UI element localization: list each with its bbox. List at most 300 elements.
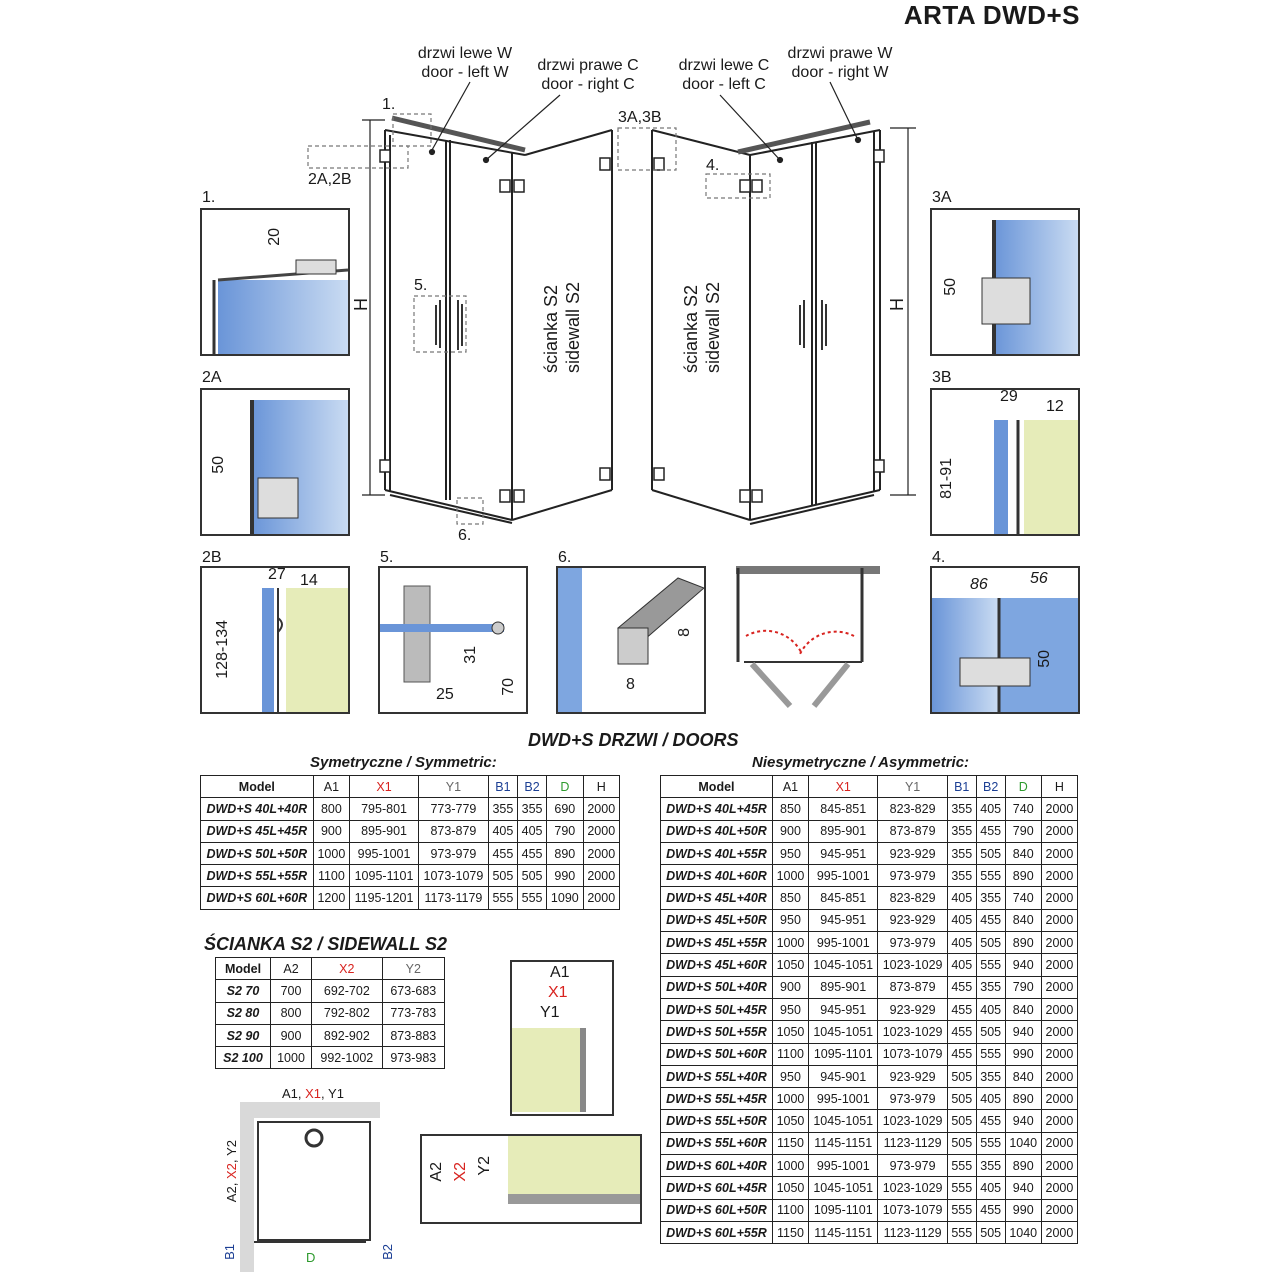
table-row: [661, 932, 1078, 954]
value-cell-a1: 900: [772, 820, 808, 842]
value-cell-b2: 505: [976, 842, 1005, 864]
value-cell-x1: 995-1001: [350, 842, 419, 864]
table-row: [661, 1155, 1078, 1177]
value-cell-b2: 555: [976, 1043, 1005, 1065]
detail-6-dim-b: 8: [626, 676, 635, 693]
value-cell-y1: 923-929: [878, 909, 947, 931]
value-cell-d: 840: [1005, 842, 1041, 864]
value-cell-b2: 555: [517, 887, 546, 909]
value-cell-y2: 673-683: [382, 980, 444, 1002]
value-cell-y1: 973-979: [878, 932, 947, 954]
value-cell-a2: 1000: [270, 1047, 311, 1069]
glass-edge: [580, 1028, 586, 1112]
model-cell: DWD+S 55L+40R: [661, 1065, 773, 1087]
value-cell-a1: 1000: [313, 842, 349, 864]
detail-6-dim-a: 8: [676, 628, 693, 637]
value-cell-b2: 405: [976, 798, 1005, 820]
detail-2b-dim-c: 128-134: [214, 620, 231, 679]
sidewall-label-left-pl: ścianka S2: [541, 284, 561, 374]
value-cell-y1: 923-929: [878, 842, 947, 864]
value-cell-b1: 355: [947, 798, 976, 820]
sidewall-label-left: [540, 282, 584, 373]
value-cell-a1: 1000: [772, 865, 808, 887]
model-cell: DWD+S 40L+40R: [201, 798, 314, 820]
value-cell-b2: 555: [976, 865, 1005, 887]
value-cell-x1: 895-901: [809, 820, 878, 842]
value-cell-x1: 1045-1051: [809, 1177, 878, 1199]
value-cell-a1: 1050: [772, 1021, 808, 1043]
detail-3b-dim-b: 12: [1046, 398, 1064, 415]
value-cell-b1: 555: [488, 887, 517, 909]
detail-4-dim-c: 50: [1036, 650, 1053, 668]
value-cell-b1: 355: [947, 865, 976, 887]
table-row: [661, 976, 1078, 998]
value-cell-h: 2000: [1041, 1132, 1077, 1154]
model-cell: DWD+S 45L+60R: [661, 954, 773, 976]
value-cell-x1: 945-951: [809, 998, 878, 1020]
detail-5-dim-a: 31: [462, 646, 479, 664]
value-cell-y1: 873-879: [878, 820, 947, 842]
sidewall-table: [215, 957, 445, 1069]
value-cell-d: 840: [1005, 1065, 1041, 1087]
callout-door-right-w-pl: drzwi prawe W: [787, 45, 893, 62]
value-cell-b2: 405: [976, 1088, 1005, 1110]
value-cell-b2: 505: [517, 865, 546, 887]
value-cell-h: 2000: [1041, 1221, 1077, 1243]
table-row: [661, 1021, 1078, 1043]
value-cell-y1: 923-929: [878, 998, 947, 1020]
value-cell-a1: 950: [772, 909, 808, 931]
asymmetric-table: [660, 775, 1078, 1244]
detail-3a-label: 3A: [932, 189, 952, 206]
column-header-model: Model: [201, 776, 314, 798]
value-cell-a1: 1000: [772, 1155, 808, 1177]
sidewall-label-left-en: sidewall S2: [563, 282, 583, 374]
column-header-h: H: [583, 776, 619, 798]
table-row: [661, 998, 1078, 1020]
detail-3b-label: 3B: [932, 369, 952, 386]
column-header-b2: B2: [517, 776, 546, 798]
wall-fill: [512, 1028, 580, 1112]
table-row: [661, 1177, 1078, 1199]
column-header-x2: X2: [312, 958, 383, 980]
detail-5-label: 5.: [380, 549, 394, 566]
value-cell-a1: 950: [772, 1065, 808, 1087]
plan-sep-1: ,: [297, 1086, 306, 1101]
table-row: [661, 1132, 1078, 1154]
table-row: [216, 1047, 445, 1069]
table-row: [661, 1199, 1078, 1221]
callout-door-right-c-pl: drzwi prawe C: [537, 57, 639, 74]
value-cell-x1: 895-901: [350, 820, 419, 842]
value-cell-b2: 455: [976, 1110, 1005, 1132]
detail-3b-dim-c: 81-91: [938, 458, 955, 499]
ref-2a2b-label: 2A,2B: [308, 171, 352, 188]
table-row: [216, 1024, 445, 1046]
value-cell-b2: 355: [976, 1065, 1005, 1087]
plan-y2: Y2: [224, 1140, 239, 1156]
value-cell-b1: 455: [488, 842, 517, 864]
value-cell-a1: 1100: [313, 865, 349, 887]
model-cell: DWD+S 40L+45R: [661, 798, 773, 820]
column-header-b1: B1: [488, 776, 517, 798]
value-cell-b1: 455: [947, 1043, 976, 1065]
plan-x1: X1: [305, 1086, 322, 1101]
page-title: ARTA DWD+S: [903, 0, 1080, 30]
value-cell-b2: 505: [976, 1221, 1005, 1243]
value-cell-b2: 355: [976, 887, 1005, 909]
value-cell-b2: 455: [976, 909, 1005, 931]
value-cell-a1: 1100: [772, 1199, 808, 1221]
value-cell-a1: 900: [772, 976, 808, 998]
height-label-left: H: [351, 298, 371, 311]
ref-1-label: 1.: [382, 96, 396, 113]
value-cell-b2: 555: [976, 1132, 1005, 1154]
value-cell-d: 1090: [547, 887, 583, 909]
value-cell-y1: 973-979: [878, 865, 947, 887]
value-cell-x1: 1095-1101: [809, 1199, 878, 1221]
table-row: [661, 798, 1078, 820]
model-cell: DWD+S 40L+60R: [661, 865, 773, 887]
value-cell-x1: 1095-1101: [809, 1043, 878, 1065]
value-cell-a1: 950: [772, 842, 808, 864]
value-cell-a1: 850: [772, 887, 808, 909]
value-cell-d: 1040: [1005, 1132, 1041, 1154]
table-row: [661, 887, 1078, 909]
value-cell-x2: 792-802: [312, 1002, 383, 1024]
value-cell-d: 890: [1005, 932, 1041, 954]
dim-y1: Y1: [540, 1004, 560, 1021]
value-cell-b1: 455: [947, 1021, 976, 1043]
detail-5-dim-b: 70: [500, 678, 517, 696]
sidewall-bottom-detail: [420, 1134, 642, 1224]
ref-6-label: 6.: [458, 527, 472, 544]
value-cell-a2: 700: [270, 980, 311, 1002]
value-cell-a1: 1200: [313, 887, 349, 909]
column-header-a1: A1: [313, 776, 349, 798]
dim-x1: X1: [548, 984, 568, 1001]
dim-x2: X2: [452, 1162, 469, 1182]
value-cell-x1: 1095-1101: [350, 865, 419, 887]
value-cell-b1: 505: [947, 1110, 976, 1132]
value-cell-d: 840: [1005, 909, 1041, 931]
dim-y2: Y2: [476, 1156, 493, 1176]
detail-4-label: 4.: [932, 549, 946, 566]
value-cell-h: 2000: [1041, 1021, 1077, 1043]
value-cell-h: 2000: [1041, 932, 1077, 954]
value-cell-d: 940: [1005, 954, 1041, 976]
model-cell: S2 80: [216, 1002, 271, 1024]
value-cell-h: 2000: [1041, 1110, 1077, 1132]
model-cell: S2 100: [216, 1047, 271, 1069]
value-cell-d: 740: [1005, 798, 1041, 820]
value-cell-b1: 505: [488, 865, 517, 887]
model-cell: DWD+S 50L+50R: [201, 842, 314, 864]
profile-bottom: [508, 1194, 640, 1204]
value-cell-x2: 892-902: [312, 1024, 383, 1046]
value-cell-b1: 455: [947, 998, 976, 1020]
value-cell-y1: 1073-1079: [878, 1199, 947, 1221]
value-cell-b1: 355: [947, 820, 976, 842]
plan-b1: B1: [222, 1244, 237, 1260]
value-cell-a1: 1050: [772, 1110, 808, 1132]
detail-3a-dim: 50: [942, 278, 959, 296]
value-cell-y1: 873-879: [418, 820, 488, 842]
value-cell-b2: 455: [976, 820, 1005, 842]
table-row: [661, 1221, 1078, 1243]
model-cell: DWD+S 45L+40R: [661, 887, 773, 909]
callout-door-right-w-en: door - right W: [791, 64, 889, 81]
detail-4-box: [930, 566, 1080, 714]
table-row: [216, 980, 445, 1002]
value-cell-b1: 355: [947, 842, 976, 864]
value-cell-d: 790: [547, 820, 583, 842]
value-cell-b2: 505: [976, 1021, 1005, 1043]
value-cell-a1: 1050: [772, 954, 808, 976]
callout-door-left-w: [405, 44, 525, 82]
column-header-h: H: [1041, 776, 1077, 798]
model-cell: DWD+S 55L+50R: [661, 1110, 773, 1132]
value-cell-x1: 1045-1051: [809, 1110, 878, 1132]
detail-6-label: 6.: [558, 549, 572, 566]
value-cell-y1: 873-879: [878, 976, 947, 998]
callout-door-left-w-pl: drzwi lewe W: [417, 45, 513, 62]
callout-door-left-c-pl: drzwi lewe C: [678, 57, 770, 74]
callout-door-left-c-en: door - left C: [682, 76, 766, 93]
plan-a1: A1: [282, 1086, 298, 1101]
value-cell-h: 2000: [1041, 887, 1077, 909]
ref-5-label: 5.: [414, 277, 428, 294]
asymmetric-heading: Niesymetryczne / Asymmetric:: [752, 754, 970, 771]
value-cell-h: 2000: [1041, 820, 1077, 842]
value-cell-b1: 405: [947, 954, 976, 976]
column-header-x1: X1: [350, 776, 419, 798]
table-row: [661, 842, 1078, 864]
value-cell-h: 2000: [1041, 998, 1077, 1020]
table-row: [661, 1065, 1078, 1087]
value-cell-a1: 1150: [772, 1132, 808, 1154]
value-cell-x1: 945-951: [809, 842, 878, 864]
plan-x2: X2: [224, 1163, 239, 1180]
dim-a1: A1: [550, 964, 570, 981]
detail-1-dim: 20: [266, 228, 283, 246]
model-cell: DWD+S 60L+55R: [661, 1221, 773, 1243]
value-cell-x1: 995-1001: [809, 1088, 878, 1110]
value-cell-x1: 945-901: [809, 1065, 878, 1087]
column-header-y1: Y1: [878, 776, 947, 798]
detail-3b-dim-a: 29: [1000, 388, 1018, 405]
value-cell-a1: 950: [772, 998, 808, 1020]
sidewall-label-right-pl: ścianka S2: [681, 284, 701, 374]
detail-1-label: 1.: [202, 189, 216, 206]
table-header-row: [661, 776, 1078, 798]
value-cell-b1: 555: [947, 1177, 976, 1199]
callout-door-left-c: [664, 56, 784, 94]
wall-fill-bottom: [508, 1136, 640, 1194]
value-cell-a1: 1050: [772, 1177, 808, 1199]
callout-door-left-w-en: door - left W: [421, 64, 509, 81]
door-swing-diagram: [734, 564, 884, 714]
value-cell-b2: 405: [976, 998, 1005, 1020]
value-cell-y1: 973-979: [418, 842, 488, 864]
value-cell-b1: 505: [947, 1088, 976, 1110]
value-cell-x2: 692-702: [312, 980, 383, 1002]
value-cell-d: 890: [1005, 1155, 1041, 1177]
callout-door-right-c: [528, 56, 648, 94]
model-cell: S2 70: [216, 980, 271, 1002]
value-cell-a2: 800: [270, 1002, 311, 1024]
value-cell-d: 940: [1005, 1021, 1041, 1043]
sidewall-label-right: [680, 282, 724, 373]
value-cell-d: 790: [1005, 976, 1041, 998]
value-cell-x1: 995-1001: [809, 1155, 878, 1177]
value-cell-y1: 1073-1079: [418, 865, 488, 887]
value-cell-y1: 773-779: [418, 798, 488, 820]
value-cell-h: 2000: [1041, 1199, 1077, 1221]
value-cell-b2: 355: [976, 1155, 1005, 1177]
table-row: [201, 865, 620, 887]
value-cell-x1: 945-951: [809, 909, 878, 931]
value-cell-h: 2000: [1041, 1065, 1077, 1087]
symmetric-table: [200, 775, 620, 910]
detail-2b-label: 2B: [202, 549, 222, 566]
model-cell: DWD+S 40L+55R: [661, 842, 773, 864]
value-cell-b2: 455: [517, 842, 546, 864]
ref-4-label: 4.: [706, 157, 720, 174]
table-row: [661, 954, 1078, 976]
table-row: [201, 798, 620, 820]
table-row: [661, 865, 1078, 887]
column-header-model: Model: [661, 776, 773, 798]
plan-a2: A2: [224, 1186, 239, 1203]
value-cell-y2: 773-783: [382, 1002, 444, 1024]
sidewall-label-right-en: sidewall S2: [703, 282, 723, 374]
value-cell-y2: 973-983: [382, 1047, 444, 1069]
value-cell-x1: 1145-1151: [809, 1221, 878, 1243]
sidewall-top-detail: [510, 960, 614, 1116]
value-cell-x1: 845-851: [809, 798, 878, 820]
callout-door-right-c-en: door - right C: [541, 76, 635, 93]
value-cell-h: 2000: [1041, 954, 1077, 976]
column-header-a2: A2: [270, 958, 311, 980]
value-cell-d: 940: [1005, 1177, 1041, 1199]
plan-sep-4: ,: [224, 1155, 239, 1164]
value-cell-y2: 873-883: [382, 1024, 444, 1046]
value-cell-x1: 1195-1201: [350, 887, 419, 909]
value-cell-a1: 1000: [772, 932, 808, 954]
column-header-d: D: [1005, 776, 1041, 798]
value-cell-b2: 505: [976, 932, 1005, 954]
model-cell: DWD+S 50L+60R: [661, 1043, 773, 1065]
value-cell-b1: 455: [947, 976, 976, 998]
value-cell-b1: 405: [947, 932, 976, 954]
table-row: [661, 1088, 1078, 1110]
value-cell-a1: 850: [772, 798, 808, 820]
value-cell-d: 990: [1005, 1043, 1041, 1065]
plan-view: [240, 1102, 380, 1272]
value-cell-b1: 405: [947, 887, 976, 909]
table-row: [201, 820, 620, 842]
plan-side-labels: [224, 1140, 239, 1202]
value-cell-b2: 405: [976, 1177, 1005, 1199]
value-cell-d: 890: [547, 842, 583, 864]
column-header-b1: B1: [947, 776, 976, 798]
height-label-right: H: [887, 298, 907, 311]
plan-d: D: [306, 1250, 316, 1265]
model-cell: DWD+S 55L+55R: [201, 865, 314, 887]
table-row: [661, 909, 1078, 931]
plan-b2: B2: [380, 1244, 395, 1260]
detail-2a-dim: 50: [210, 456, 227, 474]
table-header-row: [201, 776, 620, 798]
value-cell-y1: 1023-1029: [878, 954, 947, 976]
value-cell-y1: 1023-1029: [878, 1021, 947, 1043]
detail-5-dim-c: 25: [436, 686, 454, 703]
value-cell-y1: 1073-1079: [878, 1043, 947, 1065]
value-cell-x1: 1145-1151: [809, 1132, 878, 1154]
value-cell-h: 2000: [1041, 909, 1077, 931]
table-row: [201, 842, 620, 864]
column-header-a1: A1: [772, 776, 808, 798]
detail-2b-dim-b: 14: [300, 572, 318, 589]
value-cell-d: 990: [1005, 1199, 1041, 1221]
model-cell: DWD+S 55L+45R: [661, 1088, 773, 1110]
value-cell-d: 690: [547, 798, 583, 820]
value-cell-h: 2000: [583, 887, 619, 909]
sidewall-heading: ŚCIANKA S2 / SIDEWALL S2: [204, 934, 448, 954]
value-cell-h: 2000: [1041, 798, 1077, 820]
table-row: [661, 1043, 1078, 1065]
value-cell-h: 2000: [1041, 842, 1077, 864]
value-cell-h: 2000: [1041, 1088, 1077, 1110]
value-cell-y1: 1023-1029: [878, 1177, 947, 1199]
value-cell-a1: 1100: [772, 1043, 808, 1065]
value-cell-x1: 995-1001: [809, 865, 878, 887]
value-cell-d: 840: [1005, 998, 1041, 1020]
value-cell-y1: 1123-1129: [878, 1132, 947, 1154]
detail-4-dim-b: 56: [1030, 570, 1048, 587]
model-cell: DWD+S 50L+45R: [661, 998, 773, 1020]
dim-a2: A2: [428, 1162, 445, 1182]
column-header-y2: Y2: [382, 958, 444, 980]
ref-3a3b-label: 3A,3B: [618, 109, 662, 126]
value-cell-h: 2000: [583, 820, 619, 842]
value-cell-y1: 1123-1129: [878, 1221, 947, 1243]
value-cell-x1: 1045-1051: [809, 1021, 878, 1043]
model-cell: DWD+S 60L+60R: [201, 887, 314, 909]
table-row: [201, 887, 620, 909]
value-cell-a1: 1000: [772, 1088, 808, 1110]
value-cell-x1: 1045-1051: [809, 954, 878, 976]
value-cell-x1: 845-851: [809, 887, 878, 909]
value-cell-d: 1040: [1005, 1221, 1041, 1243]
value-cell-b1: 405: [947, 909, 976, 931]
table-header-row: [216, 958, 445, 980]
value-cell-d: 890: [1005, 865, 1041, 887]
value-cell-h: 2000: [583, 798, 619, 820]
value-cell-b2: 355: [976, 976, 1005, 998]
value-cell-d: 790: [1005, 820, 1041, 842]
value-cell-d: 990: [547, 865, 583, 887]
value-cell-h: 2000: [1041, 1155, 1077, 1177]
value-cell-b1: 505: [947, 1065, 976, 1087]
model-cell: DWD+S 45L+50R: [661, 909, 773, 931]
value-cell-y1: 923-929: [878, 1065, 947, 1087]
plan-y1: Y1: [328, 1086, 344, 1101]
value-cell-y1: 823-829: [878, 887, 947, 909]
detail-2b-dim-a: 27: [268, 566, 286, 583]
model-cell: DWD+S 55L+60R: [661, 1132, 773, 1154]
